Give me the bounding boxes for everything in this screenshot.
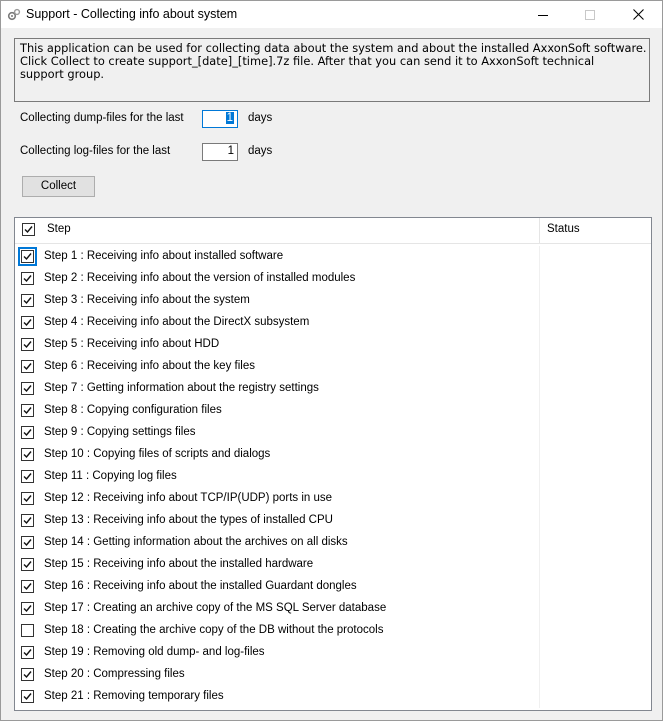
step-label: Step 12 : Receiving info about TCP/IP(UDP) ports in use (44, 492, 333, 504)
log-days-label: Collecting log-files for the last (20, 145, 171, 157)
step-checkbox[interactable] (21, 624, 34, 637)
step-label: Step 20 : Compressing files (44, 668, 185, 680)
step-checkbox[interactable] (21, 580, 34, 593)
list-item[interactable] (15, 312, 651, 334)
checkmark-icon (23, 516, 32, 525)
list-item[interactable] (15, 686, 651, 708)
step-label: Step 4 : Receiving info about the DirectX subsystem (44, 316, 310, 328)
checkmark-icon (23, 648, 32, 657)
checkmark-icon (23, 428, 32, 437)
status-column-separator (539, 664, 540, 686)
step-label: Step 18 : Creating the archive copy of the DB without the protocols (44, 624, 384, 636)
status-column-separator (539, 422, 540, 444)
header-status[interactable]: Status (547, 223, 580, 235)
status-column-separator (539, 554, 540, 576)
list-item[interactable] (15, 268, 651, 290)
list-item[interactable] (15, 554, 651, 576)
step-checkbox[interactable] (21, 272, 34, 285)
checkmark-icon (23, 406, 32, 415)
status-column-separator (539, 246, 540, 268)
header-step[interactable]: Step (47, 223, 71, 235)
step-label: Step 14 : Getting information about the archives on all disks (44, 536, 348, 548)
list-header (15, 218, 651, 244)
minimize-icon (538, 10, 548, 20)
checkmark-icon (23, 274, 32, 283)
step-label: Step 11 : Copying log files (44, 470, 177, 482)
list-item[interactable] (15, 532, 651, 554)
step-checkbox[interactable] (21, 426, 34, 439)
dump-days-unit: days (248, 112, 273, 124)
steps-list[interactable] (14, 217, 652, 711)
step-checkbox[interactable] (21, 360, 34, 373)
list-item[interactable] (15, 664, 651, 686)
status-column-separator (539, 466, 540, 488)
step-label: Step 10 : Copying files of scripts and dialogs (44, 448, 271, 460)
checkmark-icon (23, 582, 32, 591)
list-item[interactable] (15, 642, 651, 664)
list-item[interactable] (15, 488, 651, 510)
step-checkbox[interactable] (21, 404, 34, 417)
log-days-unit: days (248, 145, 273, 157)
step-checkbox[interactable] (21, 602, 34, 615)
maximize-icon (585, 10, 595, 20)
status-column-separator (539, 268, 540, 290)
status-column-separator (539, 532, 540, 554)
step-checkbox[interactable] (21, 514, 34, 527)
checkmark-icon (23, 362, 32, 371)
list-item[interactable] (15, 422, 651, 444)
step-checkbox[interactable] (21, 470, 34, 483)
step-checkbox[interactable] (21, 536, 34, 549)
list-item[interactable] (15, 620, 651, 642)
checkmark-icon (23, 252, 32, 261)
list-item[interactable] (15, 400, 651, 422)
info-text: This application can be used for collecting data about the system and about the installed AxxonSoft software. Click Collect to create support_[date]_[time].7z file. After that you can send it to AxxonSoft technical support group. (20, 41, 647, 81)
step-checkbox[interactable] (21, 668, 34, 681)
collect-button[interactable]: Collect (22, 176, 95, 197)
step-label: Step 17 : Creating an archive copy of the MS SQL Server database (44, 602, 387, 614)
title-bar[interactable] (1, 1, 662, 28)
step-label: Step 19 : Removing old dump- and log-files (44, 646, 265, 658)
step-label: Step 13 : Receiving info about the types of installed CPU (44, 514, 333, 526)
step-checkbox[interactable] (21, 316, 34, 329)
maximize-button[interactable] (567, 1, 613, 28)
select-all-checkbox[interactable] (22, 223, 35, 236)
checkmark-icon (23, 318, 32, 327)
step-checkbox[interactable] (21, 646, 34, 659)
status-column-separator (539, 488, 540, 510)
status-column-separator (539, 356, 540, 378)
checkmark-icon (23, 692, 32, 701)
list-item[interactable] (15, 378, 651, 400)
status-column-separator (539, 510, 540, 532)
minimize-button[interactable] (520, 1, 566, 28)
list-item[interactable] (15, 356, 651, 378)
info-panel (14, 38, 650, 102)
list-item[interactable] (15, 444, 651, 466)
dump-days-input[interactable]: 1 (202, 110, 238, 128)
step-label: Step 3 : Receiving info about the system (44, 294, 250, 306)
step-label: Step 16 : Receiving info about the installed Guardant dongles (44, 580, 357, 592)
step-checkbox[interactable] (21, 558, 34, 571)
checkmark-icon (23, 538, 32, 547)
status-column-separator (539, 576, 540, 598)
step-label: Step 9 : Copying settings files (44, 426, 196, 438)
status-column-separator (539, 290, 540, 312)
close-icon (633, 9, 644, 20)
dump-days-label: Collecting dump-files for the last (20, 112, 184, 124)
list-item[interactable] (15, 246, 651, 268)
step-checkbox[interactable] (21, 690, 34, 703)
checkmark-icon (23, 450, 32, 459)
step-label: Step 6 : Receiving info about the key files (44, 360, 255, 372)
step-checkbox[interactable] (21, 250, 34, 263)
list-item[interactable] (15, 290, 651, 312)
status-column-separator (539, 686, 540, 708)
step-checkbox[interactable] (21, 448, 34, 461)
status-column-separator (539, 642, 540, 664)
step-label: Step 8 : Copying configuration files (44, 404, 222, 416)
list-item[interactable] (15, 510, 651, 532)
close-button[interactable] (615, 1, 661, 28)
checkmark-icon (23, 472, 32, 481)
status-column-separator (539, 444, 540, 466)
step-checkbox[interactable] (21, 338, 34, 351)
step-label: Step 5 : Receiving info about HDD (44, 338, 220, 350)
list-item[interactable] (15, 466, 651, 488)
status-column-separator (539, 312, 540, 334)
checkmark-icon (23, 296, 32, 305)
checkmark-icon (23, 494, 32, 503)
status-column-separator (539, 378, 540, 400)
step-label: Step 21 : Removing temporary files (44, 690, 224, 702)
step-checkbox[interactable] (21, 294, 34, 307)
step-label: Step 15 : Receiving info about the installed hardware (44, 558, 314, 570)
status-column-separator (539, 620, 540, 642)
step-label: Step 2 : Receiving info about the version of installed modules (44, 272, 356, 284)
header-separator (539, 218, 540, 243)
list-item[interactable] (15, 598, 651, 620)
log-days-input[interactable]: 1 (202, 143, 238, 161)
checkmark-icon (24, 225, 33, 234)
checkmark-icon (23, 340, 32, 349)
checkmark-icon (23, 670, 32, 679)
list-item[interactable] (15, 334, 651, 356)
step-checkbox[interactable] (21, 492, 34, 505)
step-label: Step 7 : Getting information about the registry settings (44, 382, 319, 394)
checkmark-icon (23, 384, 32, 393)
step-checkbox[interactable] (21, 382, 34, 395)
step-label: Step 1 : Receiving info about installed software (44, 250, 284, 262)
list-item[interactable] (15, 576, 651, 598)
checkmark-icon (23, 604, 32, 613)
window-title: Support - Collecting info about system (26, 7, 238, 21)
status-column-separator (539, 334, 540, 356)
gear-icon (7, 8, 21, 22)
status-column-separator (539, 400, 540, 422)
status-column-separator (539, 598, 540, 620)
checkmark-icon (23, 560, 32, 569)
